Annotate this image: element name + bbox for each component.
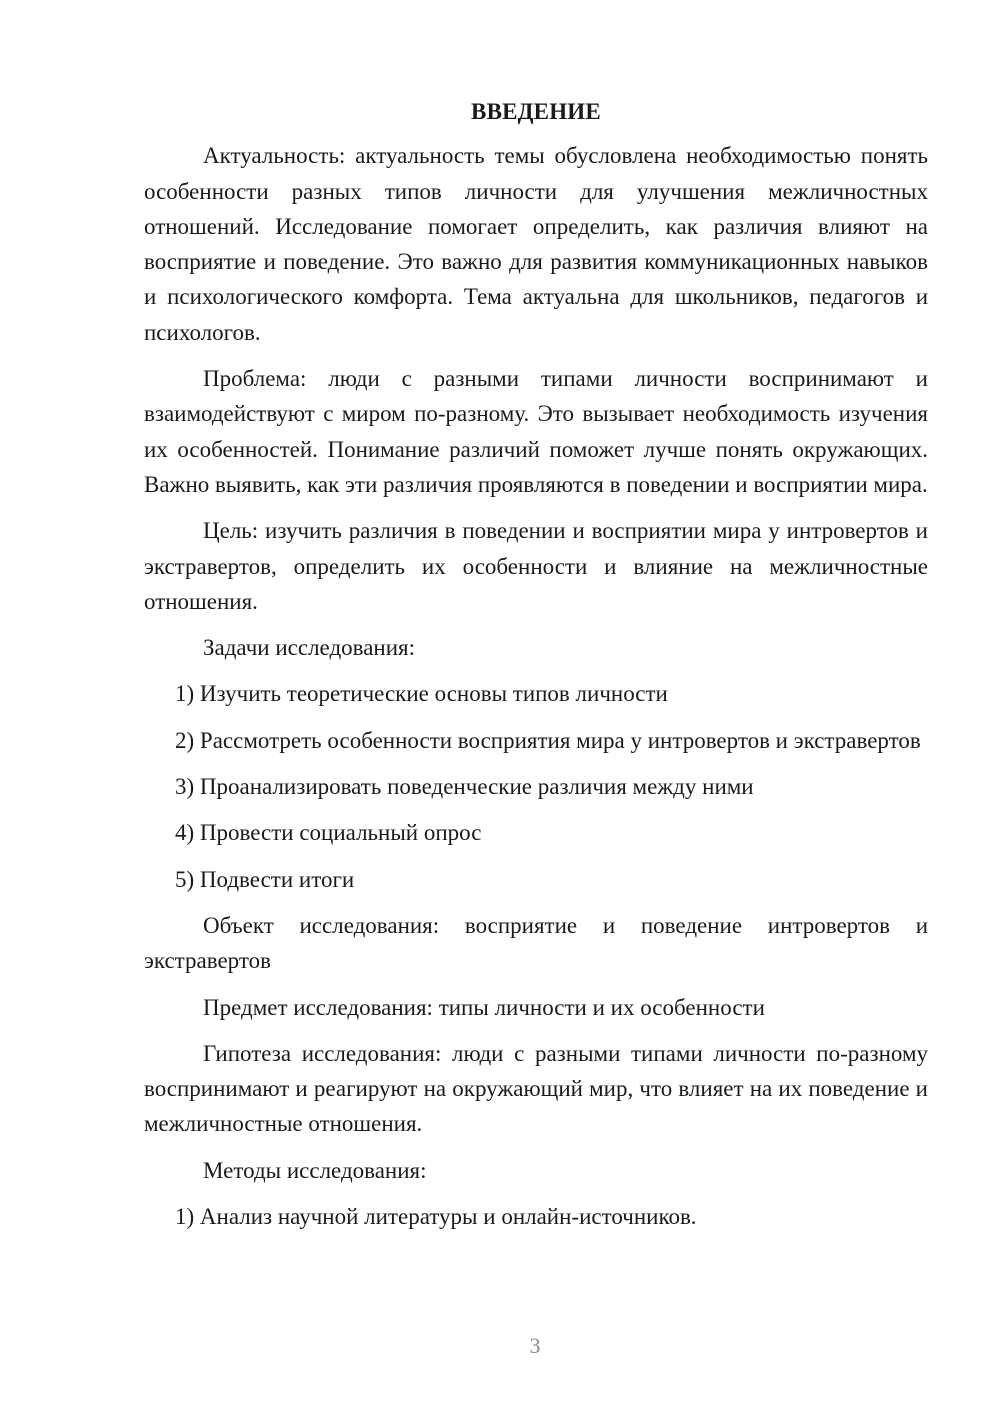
task-item: 3) Проанализировать поведенческие различия между ними [175,774,754,800]
task-item: 1) Изучить теоретические основы типов личности [175,681,668,707]
methods-title: Методы исследования: [203,1157,427,1183]
task-item: 4) Провести социальный опрос [175,820,482,846]
tasks-title: Задачи исследования: [203,635,416,661]
document-body [144,94,928,1245]
goal-paragraph: Цель: изучить различия в поведении и восприятии мира у интровертов и экстравертов, определить их особенности и влияние на межличностные отношения. [144,518,928,614]
page-number: 3 [529,1333,541,1358]
problem-paragraph: Проблема: люди с разными типами личности воспринимают и взаимодействуют с миром по-разному. Это вызывает необходимость изучения их особенностей. Понимание различий поможет лучше понять окружающих. Важно выявить, как эти различия проявляются в поведении и восприятии мира. [144,366,928,497]
task-item: 5) Подвести итоги [175,866,355,892]
subject-paragraph: Предмет исследования: типы личности и их особенности [203,994,765,1020]
method-item: 1) Анализ научной литературы и онлайн-источников. [175,1204,697,1230]
page-title: ВВЕДЕНИЕ [471,99,601,124]
relevance-paragraph: Актуальность: актуальность темы обусловлена необходимостью понять особенности разных типов личности для улучшения межличностных отношений. Исследование помогает определить, как различия влияют на восприятие и поведение. Это важно для развития коммуникационных навыков и психологического комфорта. Тема актуальна для школьников, педагогов и психологов. [144,143,928,345]
hypothesis-paragraph: Гипотеза исследования: люди с разными типами личности по-разному воспринимают и реагируют на окружающий мир, что влияет на их поведение и межличностные отношения. [144,1040,928,1137]
task-item: 2) Рассмотреть особенности восприятия мира у интровертов и экстравертов [175,727,921,753]
object-paragraph: Объект исследования: восприятие и поведение интровертов и экстравертов [144,912,928,974]
